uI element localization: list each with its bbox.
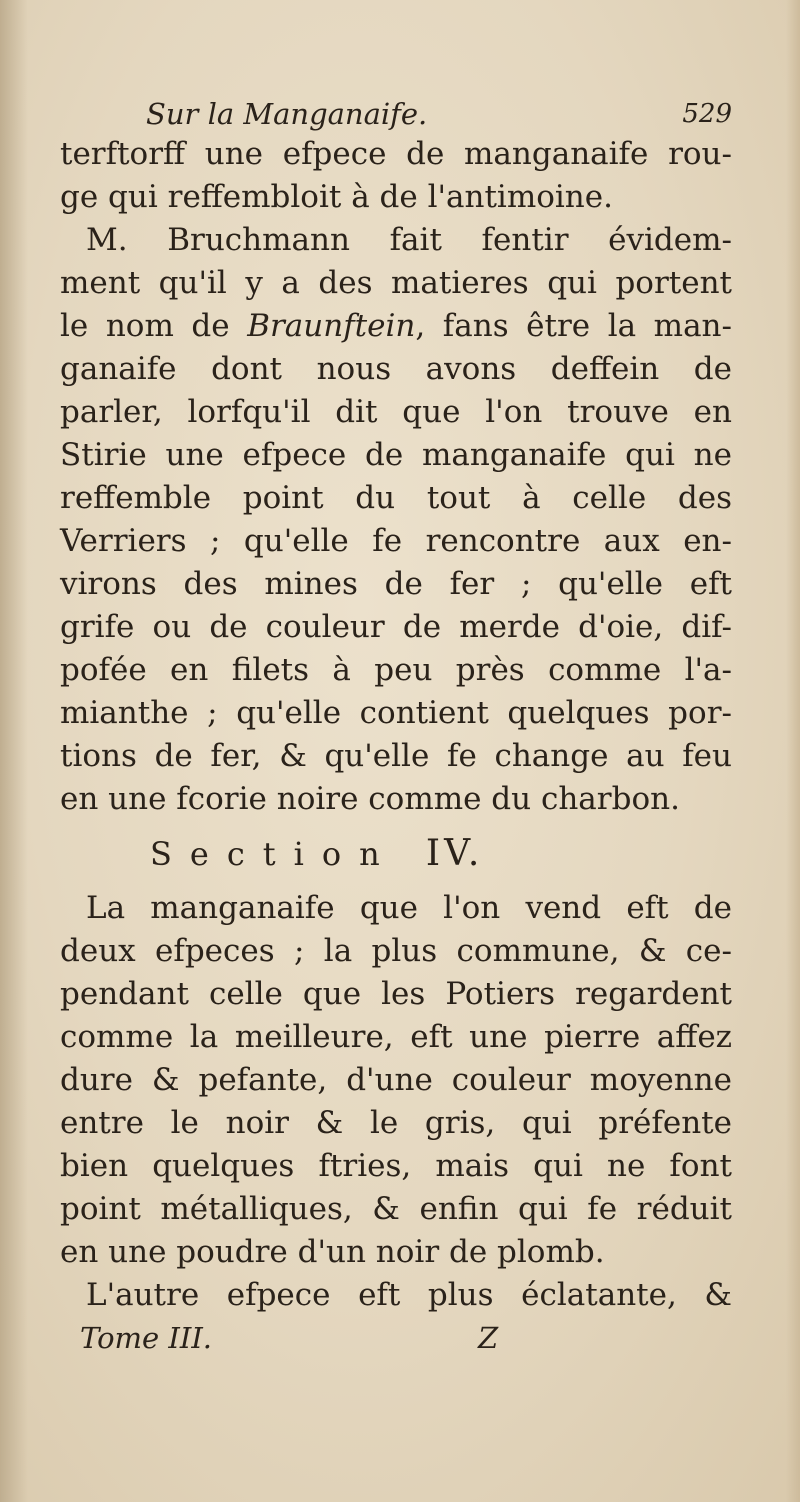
text-line: Verriers ; qu'elle fe rencontre aux en- — [60, 523, 732, 559]
section-word: Section — [150, 835, 398, 873]
text-line: grife ou de couleur de merde d'oie, dif- — [60, 609, 732, 645]
signature-mark: Z — [478, 1321, 499, 1355]
text-line: virons des mines de fer ; qu'elle eft — [60, 566, 732, 602]
text-line: terftorff une efpece de manganaife rou- — [60, 136, 732, 172]
italic-term: Braunftein — [247, 308, 416, 344]
text-line: M. Bruchmann fait fentir évidem- — [86, 222, 732, 258]
text-line: mianthe ; qu'elle contient quelques por- — [60, 695, 732, 731]
paragraph-2 — [60, 219, 732, 821]
text-line: ge qui reffembloit à de l'antimoine. — [60, 179, 613, 215]
text-line: pendant celle que les Potiers regardent — [60, 976, 732, 1012]
text-line: Stirie une efpece de manganaife qui ne — [60, 437, 732, 473]
text-line — [60, 305, 732, 348]
text-line: ment qu'il y a des matieres qui portent — [60, 265, 732, 301]
paragraph-3 — [60, 887, 732, 1274]
text-line: parler, lorfqu'il dit que l'on trouve en — [60, 394, 732, 430]
section-heading — [60, 821, 732, 887]
text-line: reffemble point du tout à celle des — [60, 480, 732, 516]
text-line: en une poudre d'un noir de plomb. — [60, 1234, 605, 1270]
text-line: tions de fer, & qu'elle fe change au feu — [60, 738, 732, 774]
text-line: deux efpeces ; la plus commune, & ce- — [60, 933, 732, 969]
text-line: comme la meilleure, eft une pierre affez — [60, 1019, 732, 1055]
text-line: ganaife dont nous avons deffein de — [60, 351, 732, 387]
page-number: 529 — [682, 99, 732, 129]
text-line: point métalliques, & enfin qui fe réduit — [60, 1191, 732, 1227]
section-numeral: IV. — [425, 833, 484, 874]
text-line: bien quelques ftries, mais qui ne font — [60, 1148, 732, 1184]
text-line: dure & pefante, d'une couleur moyenne — [60, 1062, 732, 1098]
tome-label: Tome III. — [80, 1321, 213, 1355]
text-fragment: , fans être la man- — [415, 308, 732, 344]
text-line: L'autre efpece eft plus éclatante, & — [86, 1277, 732, 1313]
page-footer — [60, 1317, 732, 1360]
text-line: pofée en filets à peu près comme l'a- — [60, 652, 732, 688]
text-fragment: le nom de — [60, 308, 248, 344]
running-title: Sur la Manganaife. — [146, 97, 428, 131]
paragraph-4 — [60, 1274, 732, 1317]
text-line: entre le noir & le gris, qui préfente — [60, 1105, 732, 1141]
paragraph-1 — [60, 133, 732, 219]
page-text — [60, 96, 732, 1360]
text-line: La manganaife que l'on vend eft de — [86, 890, 732, 926]
page-header — [60, 96, 732, 133]
text-line: en une fcorie noire comme du charbon. — [60, 781, 680, 817]
